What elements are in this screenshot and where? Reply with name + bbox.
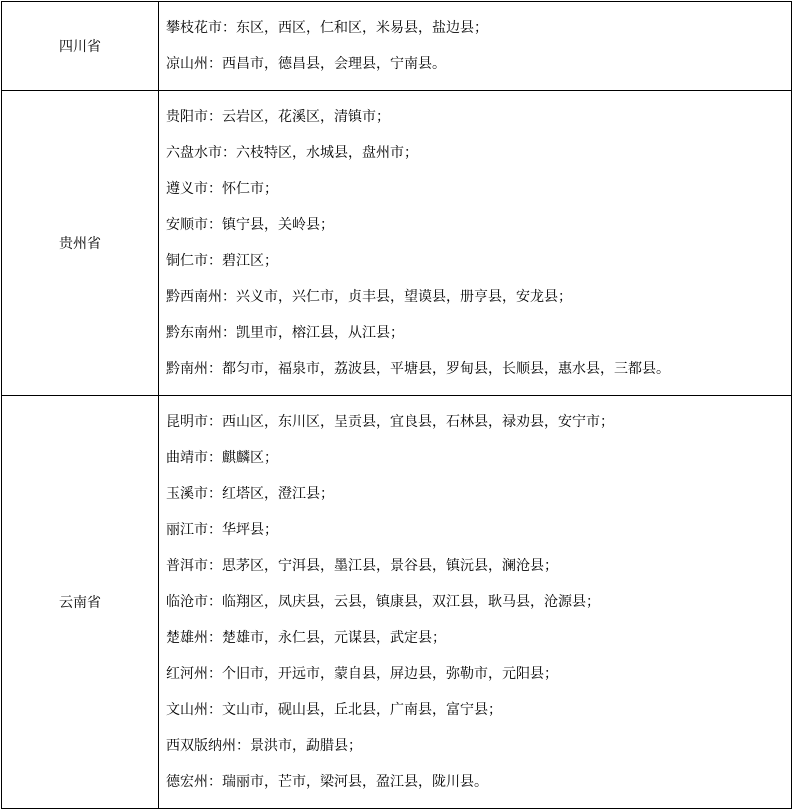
table-row bbox=[2, 396, 792, 809]
list-item: 红河州：个旧市，开远市，蒙自县，屏边县，弥勒市，元阳县； bbox=[166, 666, 558, 682]
table-row bbox=[2, 91, 792, 396]
list-item: 攀枝花市：东区，西区，仁和区，米易县，盐边县； bbox=[166, 20, 488, 36]
list-item: 文山州：文山市，砚山县，丘北县，广南县，富宁县； bbox=[166, 702, 502, 718]
list-item: 普洱市：思茅区，宁洱县，墨江县，景谷县，镇沅县，澜沧县； bbox=[166, 558, 558, 574]
province-cell: 四川省 bbox=[2, 2, 159, 91]
list-item: 曲靖市：麒麟区； bbox=[166, 450, 278, 466]
cities-cell bbox=[159, 396, 792, 809]
list-item: 铜仁市：碧江区； bbox=[166, 253, 278, 269]
cities-cell bbox=[159, 91, 792, 396]
list-item: 楚雄州：楚雄市，永仁县，元谋县，武定县； bbox=[166, 630, 446, 646]
table-row bbox=[2, 2, 792, 91]
list-item: 西双版纳州：景洪市，勐腊县； bbox=[166, 738, 362, 754]
list-item: 玉溪市：红塔区，澄江县； bbox=[166, 486, 334, 502]
list-item: 安顺市：镇宁县，关岭县； bbox=[166, 217, 334, 233]
list-item: 六盘水市：六枝特区，水城县，盘州市； bbox=[166, 145, 418, 161]
province-cell: 贵州省 bbox=[2, 91, 159, 396]
list-item: 丽江市：华坪县； bbox=[166, 522, 278, 538]
list-item: 黔西南州：兴义市，兴仁市，贞丰县，望谟县，册亨县，安龙县； bbox=[166, 289, 572, 305]
list-item: 贵阳市：云岩区，花溪区，清镇市； bbox=[166, 109, 390, 125]
cities-cell bbox=[159, 2, 792, 91]
regions-table bbox=[1, 1, 792, 809]
province-cell: 云南省 bbox=[2, 396, 159, 809]
list-item: 黔南州：都匀市，福泉市，荔波县，平塘县，罗甸县，长顺县，惠水县，三都县。 bbox=[166, 361, 670, 377]
list-item: 临沧市：临翔区，凤庆县，云县，镇康县，双江县，耿马县，沧源县； bbox=[166, 594, 600, 610]
list-item: 昆明市：西山区，东川区，呈贡县，宜良县，石林县，禄劝县，安宁市； bbox=[166, 414, 614, 430]
list-item: 凉山州：西昌市，德昌县，会理县，宁南县。 bbox=[166, 56, 446, 72]
list-item: 遵义市：怀仁市； bbox=[166, 181, 278, 197]
list-item: 德宏州：瑞丽市，芒市，梁河县，盈江县，陇川县。 bbox=[166, 774, 488, 790]
list-item: 黔东南州：凯里市，榕江县，从江县； bbox=[166, 325, 404, 341]
